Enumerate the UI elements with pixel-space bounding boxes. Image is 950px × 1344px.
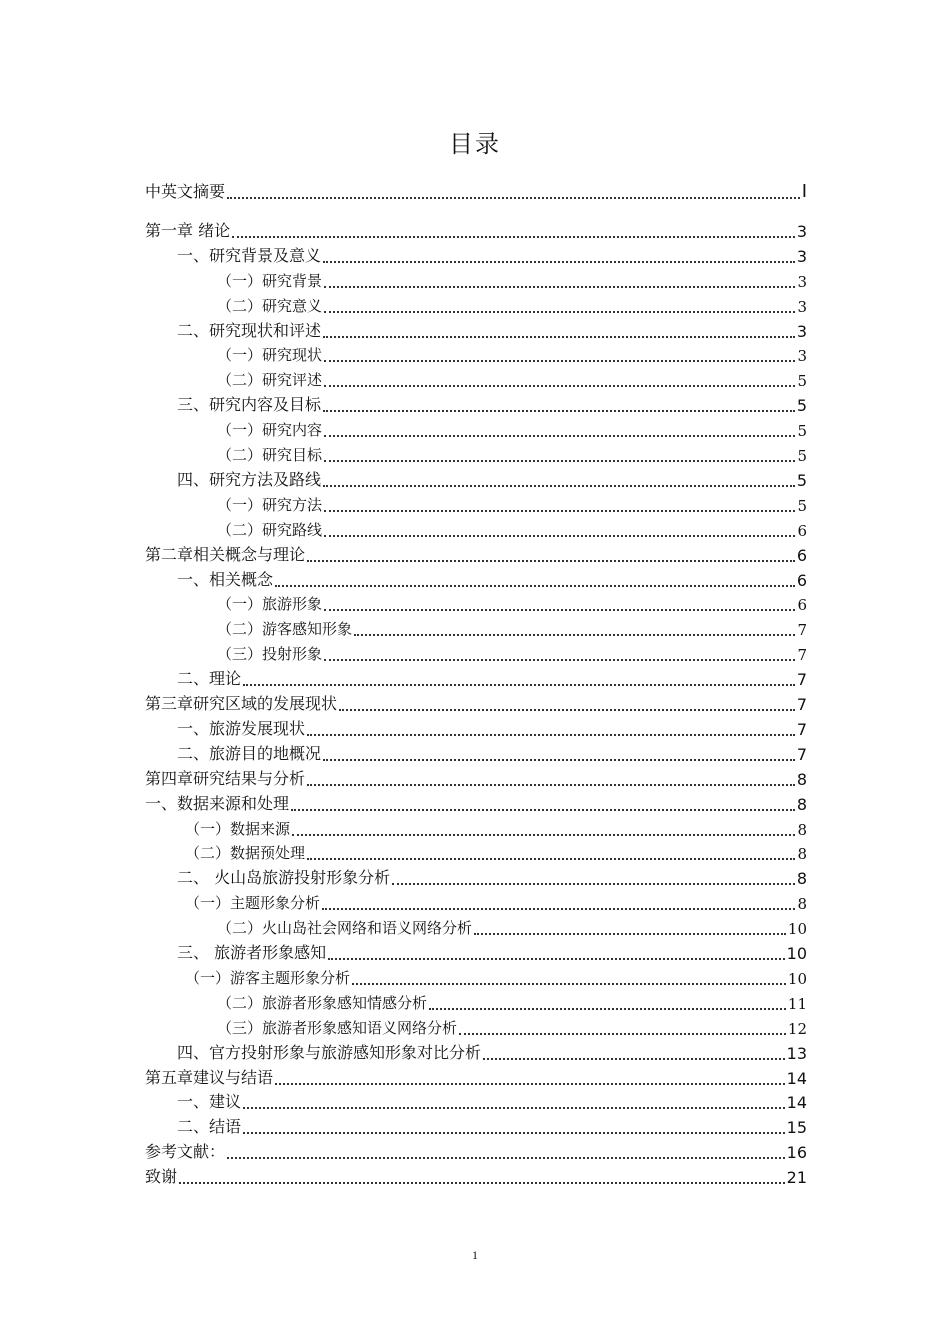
toc-entry-label: 四、官方投射形象与旅游感知形象对比分析 [177, 1042, 482, 1062]
toc-entry-page: 7 [796, 719, 807, 739]
toc-entry-label: （三）投射形象 [217, 645, 323, 664]
toc-entry[interactable] [217, 989, 807, 1013]
toc-leader-dots [324, 517, 795, 537]
toc-entry[interactable] [177, 1039, 807, 1063]
toc-entry-label: 中英文摘要 [145, 182, 226, 201]
toc-entry-page: 5 [797, 496, 807, 515]
toc-entry-label: 一、研究背景及意义 [177, 245, 322, 265]
toc-entry[interactable] [177, 1113, 807, 1137]
toc-entry-page: 14 [786, 1093, 807, 1113]
toc-entry-page: 10 [787, 969, 807, 988]
toc-entry-page: 5 [797, 447, 807, 465]
toc-leader-dots [429, 990, 786, 1010]
toc-entry-label: 二、 火山岛旅游投射形象分析 [177, 868, 391, 888]
toc-entry[interactable] [177, 740, 807, 764]
toc-leader-dots [227, 1139, 785, 1159]
toc-leader-dots [324, 417, 795, 437]
toc-leader-dots [275, 567, 795, 587]
toc-entry-label: （二）游客感知形象 [217, 620, 353, 639]
toc-entry[interactable] [217, 416, 807, 440]
toc-entry-page: 8 [797, 895, 807, 914]
toc-entry-label: （一）研究内容 [217, 421, 323, 440]
toc-entry-page: 11 [787, 994, 807, 1013]
toc-entry[interactable] [185, 964, 807, 988]
toc-entry[interactable] [217, 441, 807, 465]
toc-entry-label: （三）旅游者形象感知语义网络分析 [217, 1018, 458, 1037]
toc-entry-label: 致谢 [145, 1167, 178, 1187]
toc-entry[interactable] [217, 366, 807, 390]
toc-entry-page: 14 [786, 1068, 807, 1088]
toc-entry-page: 10 [787, 920, 807, 939]
toc-leader-dots [392, 865, 795, 885]
toc-entry-label: （二）研究评述 [217, 371, 323, 390]
toc-leader-dots [354, 616, 795, 636]
toc-entry-page: 3 [797, 297, 807, 316]
toc-leader-dots [307, 716, 795, 736]
toc-entry-label: 第五章建议与结语 [145, 1067, 274, 1087]
toc-entry[interactable] [177, 566, 807, 590]
page-title: 目录 [449, 130, 501, 158]
toc-entry-label: （一）游客主题形象分析 [185, 968, 351, 987]
toc-entry-page: 7 [796, 695, 807, 714]
toc-entry-label: 一、旅游发展现状 [177, 718, 306, 738]
toc-entry-label: （一）旅游形象 [217, 595, 323, 614]
toc-entry[interactable] [217, 491, 807, 515]
toc-entry-page: 10 [786, 944, 807, 963]
toc-entry-page: 5 [797, 372, 807, 391]
toc-leader-dots [323, 318, 795, 338]
toc-entry[interactable] [185, 839, 807, 863]
toc-entry-page: 7 [796, 670, 807, 690]
toc-leader-dots [323, 741, 795, 761]
toc-entry[interactable] [145, 690, 807, 714]
toc-entry-page: 3 [797, 272, 807, 291]
toc-entry-label: （二）数据预处理 [185, 844, 306, 863]
toc-entry-page: 3 [797, 347, 807, 366]
toc-entry[interactable] [145, 217, 807, 241]
toc-leader-dots [243, 666, 795, 686]
toc-entry-label: 二、研究现状和评述 [177, 320, 322, 340]
toc-entry[interactable] [145, 541, 807, 565]
toc-entry-page: 6 [797, 596, 807, 615]
toc-entry-label: 二、结语 [177, 1117, 242, 1137]
toc-leader-dots [323, 467, 795, 487]
toc-entry[interactable] [185, 815, 807, 839]
toc-entry-page: 15 [786, 1118, 807, 1138]
toc-entry-page: 13 [786, 1043, 807, 1063]
toc-entry[interactable] [145, 1163, 807, 1187]
toc-entry-page: I [801, 181, 807, 202]
toc-leader-dots [324, 492, 795, 512]
toc-entry-label: 第一章 绪论 [145, 220, 231, 240]
toc-leader-dots [307, 840, 795, 860]
toc-entry-label: （一）研究背景 [217, 271, 323, 290]
toc-leader-dots [232, 218, 795, 238]
toc-leader-dots [459, 1015, 786, 1035]
page-number: 1 [472, 1248, 478, 1262]
toc-entry-page: 7 [796, 744, 807, 764]
toc-entry-label: （二）旅游者形象感知情感分析 [217, 993, 428, 1012]
toc-entry[interactable] [217, 1014, 807, 1038]
toc-entry[interactable] [217, 640, 807, 664]
toc-entry[interactable] [217, 341, 807, 365]
toc-leader-dots [179, 1164, 785, 1184]
toc-leader-dots [324, 293, 795, 313]
toc-entry-page: 6 [796, 570, 807, 590]
toc-entry[interactable] [177, 466, 807, 490]
toc-entry[interactable] [177, 665, 807, 689]
toc-leader-dots [323, 392, 795, 412]
toc-leader-dots [243, 1114, 785, 1134]
toc-leader-dots [324, 591, 795, 611]
toc-entry[interactable] [217, 292, 807, 316]
toc-entry-label: （一）研究现状 [217, 346, 323, 365]
toc-entry-label: 第三章研究区域的发展现状 [145, 694, 338, 713]
toc-leader-dots [324, 268, 795, 288]
toc-entry-page: 8 [796, 869, 807, 889]
toc-entry-page: 8 [796, 769, 807, 789]
toc-entry-label: 一、建议 [177, 1092, 242, 1112]
toc-entry-page: 7 [797, 646, 807, 665]
toc-entry[interactable] [177, 317, 807, 341]
toc-leader-dots [275, 1065, 785, 1085]
toc-entry-page: 3 [796, 246, 807, 266]
toc-entry-label: 二、理论 [177, 669, 242, 689]
toc-entry-label: （一）研究方法 [217, 495, 323, 514]
toc-entry-page: 21 [786, 1168, 807, 1188]
toc-leader-dots [352, 965, 786, 985]
toc-leader-dots [323, 243, 795, 263]
toc-leader-dots [322, 890, 795, 910]
toc-entry-page: 3 [796, 221, 807, 241]
toc-entry[interactable] [177, 939, 807, 963]
toc-entry-label: 三、 旅游者形象感知 [177, 943, 327, 962]
toc-entry[interactable] [217, 615, 807, 639]
toc-leader-dots [292, 816, 795, 836]
toc-entry-page: 5 [797, 422, 807, 441]
toc-entry-label: （一）主题形象分析 [185, 894, 321, 913]
toc-entry-page: 12 [787, 1019, 807, 1038]
toc-leader-dots [483, 1040, 785, 1060]
toc-entry-page: 6 [796, 545, 807, 565]
toc-entry-label: 三、研究内容及目标 [177, 395, 322, 415]
toc-entry[interactable] [217, 914, 807, 938]
toc-entry-page: 8 [796, 794, 807, 814]
toc-leader-dots [324, 342, 795, 362]
toc-entry[interactable] [217, 590, 807, 614]
toc-entry-page: 5 [796, 470, 807, 490]
toc-entry-label: （二）火山岛社会网络和语义网络分析 [217, 919, 473, 938]
toc-entry-label: 第四章研究结果与分析 [145, 768, 306, 788]
toc-entry[interactable] [145, 178, 807, 202]
toc-entry-label: 一、数据来源和处理 [145, 793, 290, 813]
toc-entry[interactable] [177, 391, 807, 415]
toc-entry[interactable] [217, 267, 807, 291]
toc-entry[interactable] [145, 1064, 807, 1088]
toc-entry-label: 二、旅游目的地概况 [177, 743, 322, 763]
toc-leader-dots [243, 1089, 785, 1109]
toc-leader-dots [324, 641, 795, 661]
toc-leader-dots [339, 691, 795, 711]
toc-entry-label: （二）研究路线 [217, 520, 323, 539]
toc-entry-label: 参考文献： [145, 1142, 226, 1162]
toc-entry-page: 7 [797, 621, 807, 640]
toc-entry-label: （一）数据来源 [185, 819, 291, 838]
toc-entry[interactable] [145, 765, 807, 789]
toc-leader-dots [291, 791, 795, 811]
toc-leader-dots [307, 766, 795, 786]
toc-leader-dots [324, 367, 795, 387]
toc-entry-label: 四、研究方法及路线 [177, 469, 322, 489]
toc-entry[interactable] [177, 242, 807, 266]
toc-entry[interactable] [145, 1138, 807, 1162]
toc-entry-page: 8 [797, 820, 807, 839]
toc-entry[interactable] [145, 790, 807, 814]
toc-leader-dots [328, 940, 785, 960]
toc-entry-label: （二）研究目标 [217, 446, 323, 464]
toc-entry[interactable] [185, 889, 807, 913]
toc-entry[interactable] [217, 516, 807, 540]
toc-entry-label: 一、相关概念 [177, 569, 274, 589]
toc-entry-page: 3 [796, 321, 807, 341]
toc-entry-page: 6 [797, 521, 807, 540]
toc-entry-page: 8 [797, 845, 807, 864]
toc-entry-label: （二）研究意义 [217, 296, 323, 315]
toc-leader-dots [324, 442, 795, 462]
toc-entry-label: 第二章相关概念与理论 [145, 544, 306, 564]
toc-leader-dots [474, 915, 786, 935]
toc-leader-dots [227, 179, 800, 199]
toc-leader-dots [307, 542, 795, 562]
toc-entry-page: 16 [786, 1143, 807, 1163]
toc-entry[interactable] [177, 1088, 807, 1112]
toc-entry[interactable] [177, 864, 807, 888]
toc-entry-page: 5 [796, 396, 807, 416]
toc-entry[interactable] [177, 715, 807, 739]
